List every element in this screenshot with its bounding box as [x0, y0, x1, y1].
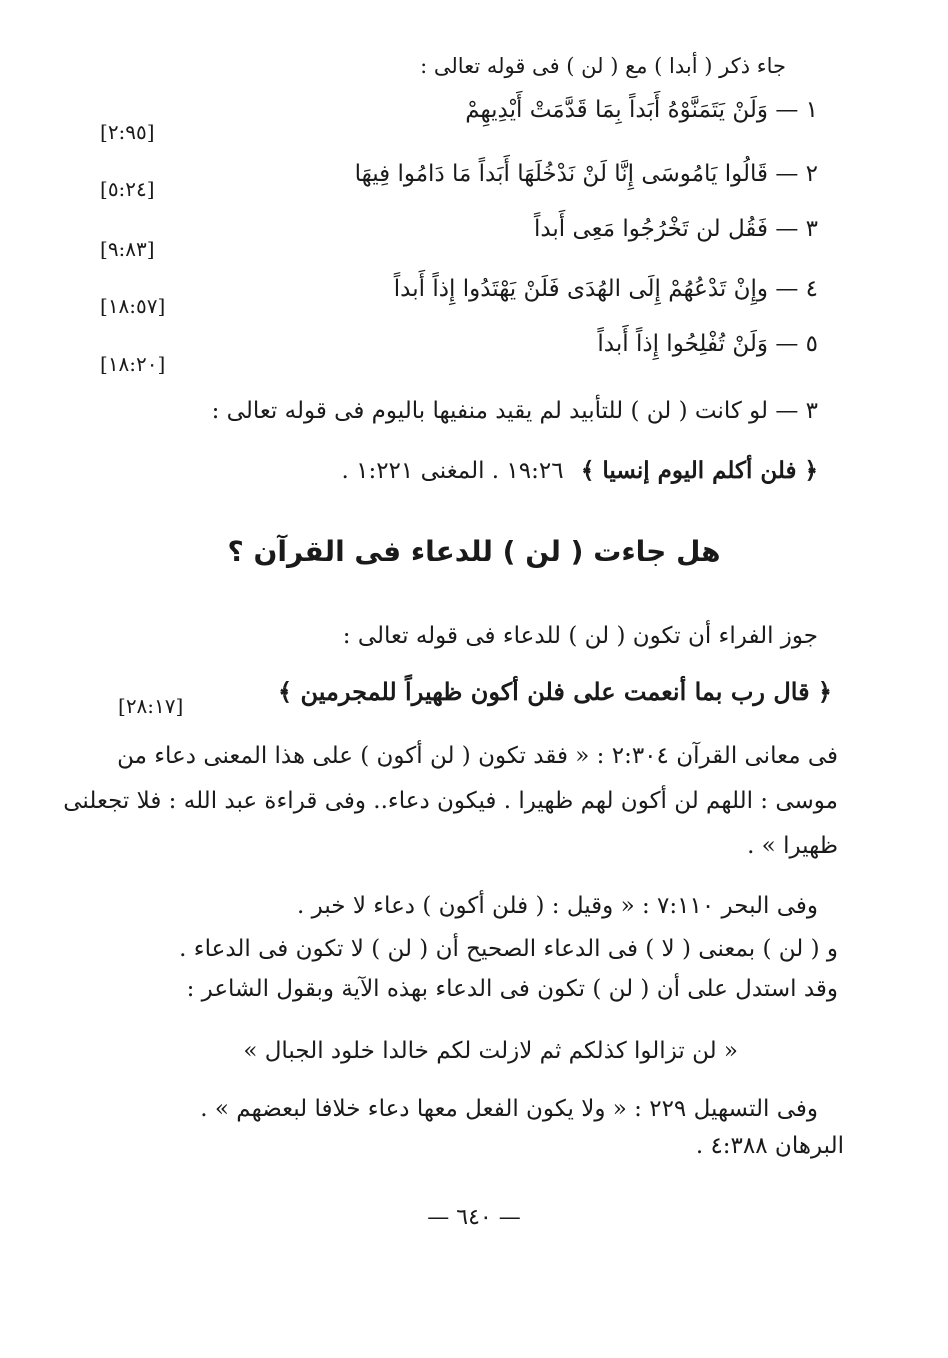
verse-reference: [١٨:٢٠] [100, 352, 166, 376]
verse-reference: [٢:٩٥] [100, 120, 155, 144]
verse-line: ٤ — وإِنْ تَدْعُهُمْ إِلَى الهُدَى فَلَنْ يَهْتَدُوا إِذاً أَبداً [393, 276, 818, 302]
paragraph-line: و ( لن ) بمعنى ( لا ) فى الدعاء الصحيح أن ( لن ) لا تكون فى الدعاء . [179, 936, 838, 962]
section2-intro: جوز الفراء أن تكون ( لن ) للدعاء فى قوله تعالى : [342, 623, 818, 649]
point-three: ٣ — لو كانت ( لن ) للتأبيد لم يقيد منفيها باليوم فى قوله تعالى : [211, 398, 818, 424]
verse-line: ١ — وَلَنْ يَتَمَنَّوْهُ أَبَداً بِمَا قَدَّمَتْ أَيْدِيهِمْ [465, 97, 818, 123]
paragraph-line: موسى : اللهم لن أكون لهم ظهيرا . فيكون دعاء.. وفى قراءة عبد الله : فلا تجعلنى [63, 788, 838, 814]
paragraph-line: وفى البحر ٧:١١٠ : « وقيل : ( فلن أكون ) دعاء لا خبر . [297, 893, 818, 919]
section-heading: هل جاءت ( لن ) للدعاء فى القرآن ؟ [227, 535, 721, 568]
verse-line: ٣ — فَقُل لن تَخْرُجُوا مَعِى أَبداً [533, 216, 818, 242]
verse-reference: [٩:٨٣] [100, 237, 155, 261]
section2-verse: ﴿ قال رب بما أنعمت على فلن أكون ظهيراً للمجرمين ﴾ [278, 677, 832, 706]
paragraph-line: ظهيرا » . [747, 833, 838, 859]
page-number: — ٦٤٠ — [427, 1205, 521, 1230]
quote-verse: ﴿ فلن أكلم اليوم إنسيا ﴾ [580, 457, 818, 484]
verse-reference: [١٨:٥٧] [100, 294, 166, 318]
paragraph-line: فى معانى القرآن ٢:٣٠٤ : « فقد تكون ( لن أكون ) على هذا المعنى دعاء من [117, 743, 838, 769]
paragraph-line: وقد استدل على أن ( لن ) تكون فى الدعاء بهذه الآية وبقول الشاعر : [186, 976, 838, 1002]
poem-line: « لن تزالوا كذلكم ثم لازلت لكم خالدا خلود الجبال » [243, 1038, 738, 1064]
quote-reference: ١٩:٢٦ . المغنى ١:٢٢١ . [341, 458, 564, 484]
paragraph-line: البرهان ٤:٣٨٨ . [695, 1133, 844, 1159]
section1-intro: جاء ذكر ( أبدا ) مع ( لن ) فى قوله تعالى : [420, 54, 786, 78]
paragraph-line: وفى التسهيل ٢٢٩ : « ولا يكون الفعل معها دعاء خلافا لبعضهم » . [200, 1096, 818, 1122]
section2-verse-reference: [٢٨:١٧] [118, 694, 184, 718]
quote-line [341, 455, 818, 487]
verse-line: ٢ — قَالُوا يَامُوسَى إِنَّا لَنْ نَدْخُلَهَا أَبَداً مَا دَامُوا فِيهَا [354, 161, 818, 187]
verse-reference: [٥:٢٤] [100, 177, 155, 201]
verse-line: ٥ — وَلَنْ تُفْلِحُوا إِذاً أَبداً [597, 331, 818, 357]
